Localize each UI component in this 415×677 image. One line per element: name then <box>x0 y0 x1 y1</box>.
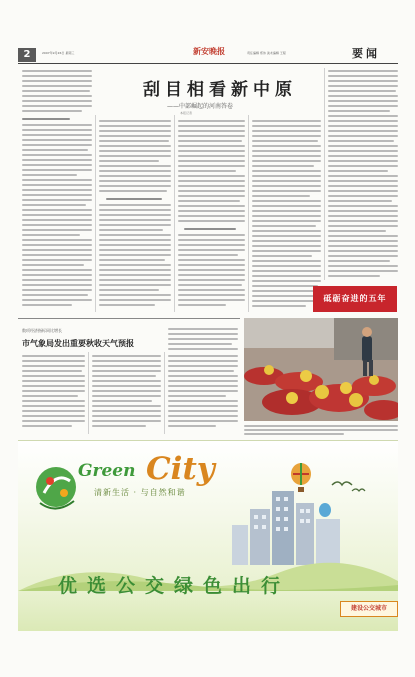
ad-slogan: 优选公交绿色出行 <box>58 575 291 597</box>
news-photo <box>244 318 398 421</box>
series-banner: 砥砺奋进的五年 <box>313 286 397 312</box>
column-divider <box>95 115 96 312</box>
section-title: 要闻 <box>352 47 380 60</box>
masthead: 新安晚报 <box>193 47 225 56</box>
page-header <box>0 0 415 62</box>
ad-tagline: 清新生活 · 与自然和谐 <box>94 488 186 497</box>
feature-subhead: ——中部崛起的河南答卷 <box>167 103 234 110</box>
feature-byline: 本报记者 <box>180 111 193 115</box>
column-divider <box>324 68 325 280</box>
photo-illustration <box>244 318 398 421</box>
ad-brand-city: City <box>146 451 215 487</box>
issue-date: 2007年9月26日 星期三 <box>42 51 75 55</box>
editor-info: 责任编辑 郑伟 美术编辑 王程 <box>247 51 286 55</box>
advertisement <box>18 440 398 631</box>
news-kicker: 数项经济指标同比增长 <box>22 328 62 333</box>
ad-badge: 建设公交城市 <box>340 601 398 617</box>
feature-headline: 刮目相看新中原 <box>143 80 297 100</box>
column-divider <box>174 115 175 312</box>
photo-caption <box>244 423 398 435</box>
ad-brand-green: Green <box>78 461 136 481</box>
green-city-logo-icon <box>34 463 78 513</box>
header-rule <box>18 63 398 64</box>
section-divider <box>18 318 240 319</box>
news-headline: 市气象局发出重要秋收天气预报 <box>22 338 134 348</box>
page-number: 2 <box>18 48 36 62</box>
column-divider <box>248 115 249 312</box>
